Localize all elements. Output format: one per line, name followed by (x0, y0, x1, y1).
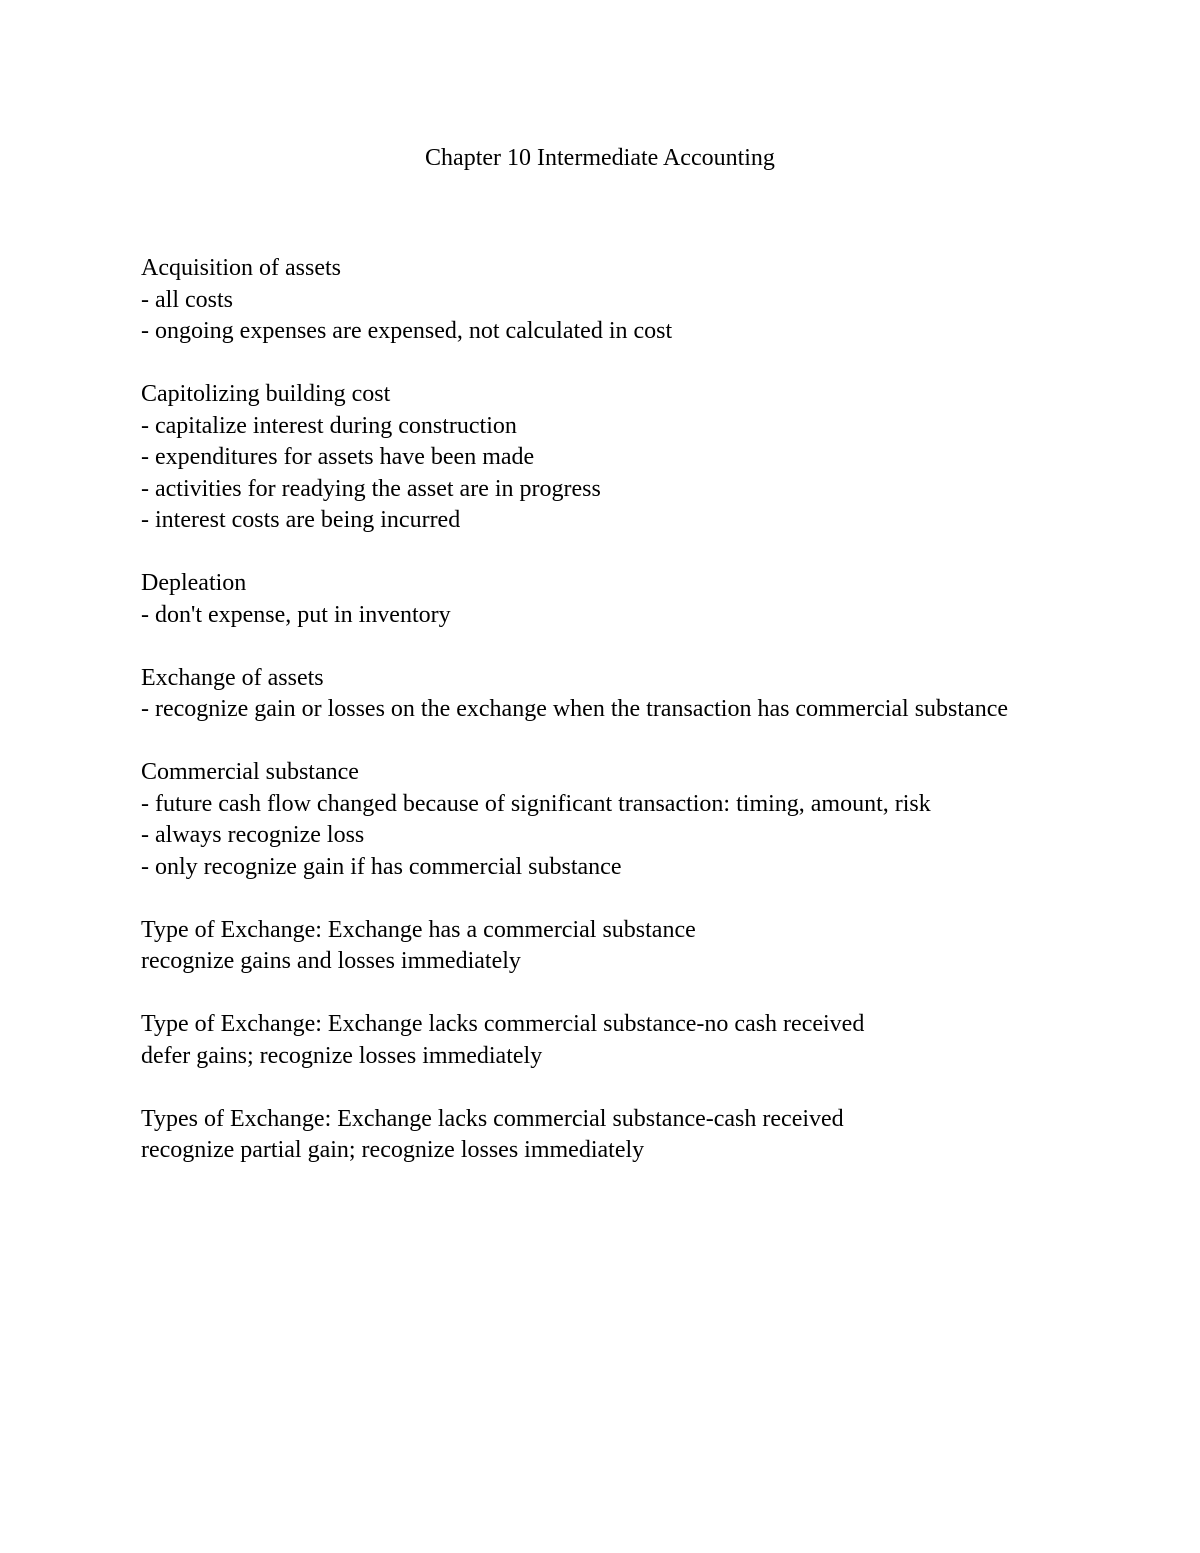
body-line: defer gains; recognize losses immediately (141, 1042, 543, 1069)
section-commercial-substance (141, 757, 1071, 883)
bullet-line: - ongoing expenses are expensed, not calculated in cost (141, 318, 673, 344)
document-title: Chapter 10 Intermediate Accounting (425, 145, 775, 171)
section-heading: Exchange of assets (141, 664, 324, 691)
section-capitalizing-building-cost (141, 379, 1071, 537)
bullet-line: - interest costs are being incurred (141, 507, 461, 533)
bullet-line: - capitalize interest during construction (141, 412, 517, 439)
section-heading: Types of Exchange: Exchange lacks commercial substance-cash received (141, 1105, 844, 1132)
section-heading: Type of Exchange: Exchange lacks commercial substance-no cash received (141, 1011, 865, 1037)
bullet-line: - recognize gain or losses on the exchange when the transaction has commercial substance (141, 696, 1009, 722)
section-acquisition-of-assets (141, 253, 1071, 348)
section-heading: Depleation (141, 570, 247, 596)
body-line: recognize partial gain; recognize losses immediately (141, 1137, 645, 1163)
section-heading: Commercial substance (141, 759, 359, 785)
bullet-line: - always recognize loss (141, 822, 365, 848)
section-exchange-of-assets (141, 663, 1071, 726)
section-exchange-lacks-substance-cash-received (141, 1104, 1071, 1167)
section-exchange-lacks-substance-no-cash (141, 1009, 1071, 1072)
bullet-line: - don't expense, put in inventory (141, 601, 451, 628)
document-body (141, 253, 1071, 1198)
bullet-line: - expenditures for assets have been made (141, 444, 535, 470)
bullet-line: - all costs (141, 286, 233, 313)
section-exchange-has-commercial-substance (141, 915, 1071, 978)
section-heading: Acquisition of assets (141, 255, 341, 281)
section-heading: Type of Exchange: Exchange has a commercial substance (141, 916, 696, 943)
section-depletion (141, 568, 1071, 631)
bullet-line: - activities for readying the asset are in progress (141, 475, 601, 502)
bullet-line: - future cash flow changed because of significant transaction: timing, amount, risk (141, 790, 931, 817)
bullet-line: - only recognize gain if has commercial substance (141, 853, 622, 880)
section-heading: Capitolizing building cost (141, 381, 391, 407)
body-line: recognize gains and losses immediately (141, 948, 521, 974)
